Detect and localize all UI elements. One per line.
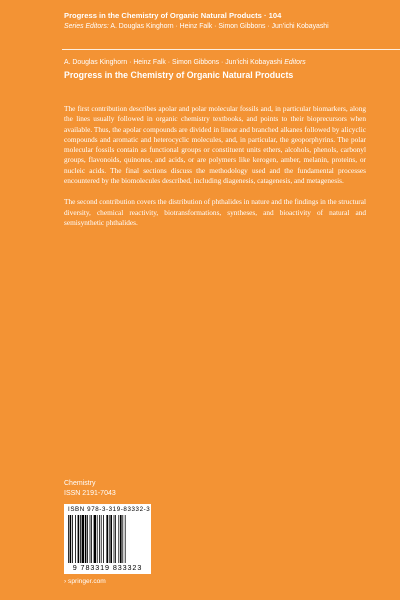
book-title: Progress in the Chemistry of Organic Natural Products [64, 70, 294, 80]
barcode-bars [67, 515, 148, 563]
isbn-label: ISBN 978-3-319-83332-3 [68, 506, 151, 513]
book-editors-names: A. Douglas Kinghorn · Heinz Falk · Simon Gibbons · Jun’ichi Kobayashi [64, 59, 283, 66]
book-editors [64, 59, 384, 66]
back-cover-blurb [64, 104, 366, 239]
subject-label: Chemistry [64, 480, 96, 487]
subject-info [64, 479, 116, 499]
barcode-digits: 9 783319 833323 [72, 563, 143, 572]
barcode [64, 504, 151, 574]
issn-label: ISSN 2191-7043 [64, 490, 116, 497]
series-editors-label: Series Editors: [64, 23, 109, 30]
blurb-paragraph-1: The first contribution describes apolar and polar molecular fossils and, in particular biomarkers, along the lines usually followed in organic chemistry textbooks, and points to their bioprecursors when available. Thus, the apolar compounds are divided in linear and branched alkanes followed by alicyclic compounds and aromatic and heterocyclic molecules, and, in particular, the geoporphyrins. The polar molecular fossils contain as functional groups or constituent units ethers, alcohols, phenols, carbonyl groups, flavonoids, quinones, and acids, or are polymers like kerogen, amber, melanin, proteins, or nucleic acids. The final sections discuss the methodology used and the fundamental processes encountered by the biomolecules described, including diagenesis, catagenesis, and metagenesis. [64, 104, 366, 186]
series-editors [64, 22, 384, 32]
series-title: Progress in the Chemistry of Organic Natural Products · 104 [64, 11, 282, 20]
header-divider [62, 49, 400, 50]
book-editors-suffix: Editors [284, 59, 306, 66]
series-header [64, 10, 384, 32]
series-editors-names: A. Douglas Kinghorn · Heinz Falk · Simon Gibbons · Jun’ichi Kobayashi [110, 23, 329, 30]
blurb-paragraph-2: The second contribution covers the distribution of phthalides in nature and the findings in the structural diversity, chemical reactivity, biotransformations, syntheses, and bioactivity of natural and semisynthetic phthalides. [64, 197, 366, 227]
publisher-url: › springer.com [64, 578, 106, 585]
